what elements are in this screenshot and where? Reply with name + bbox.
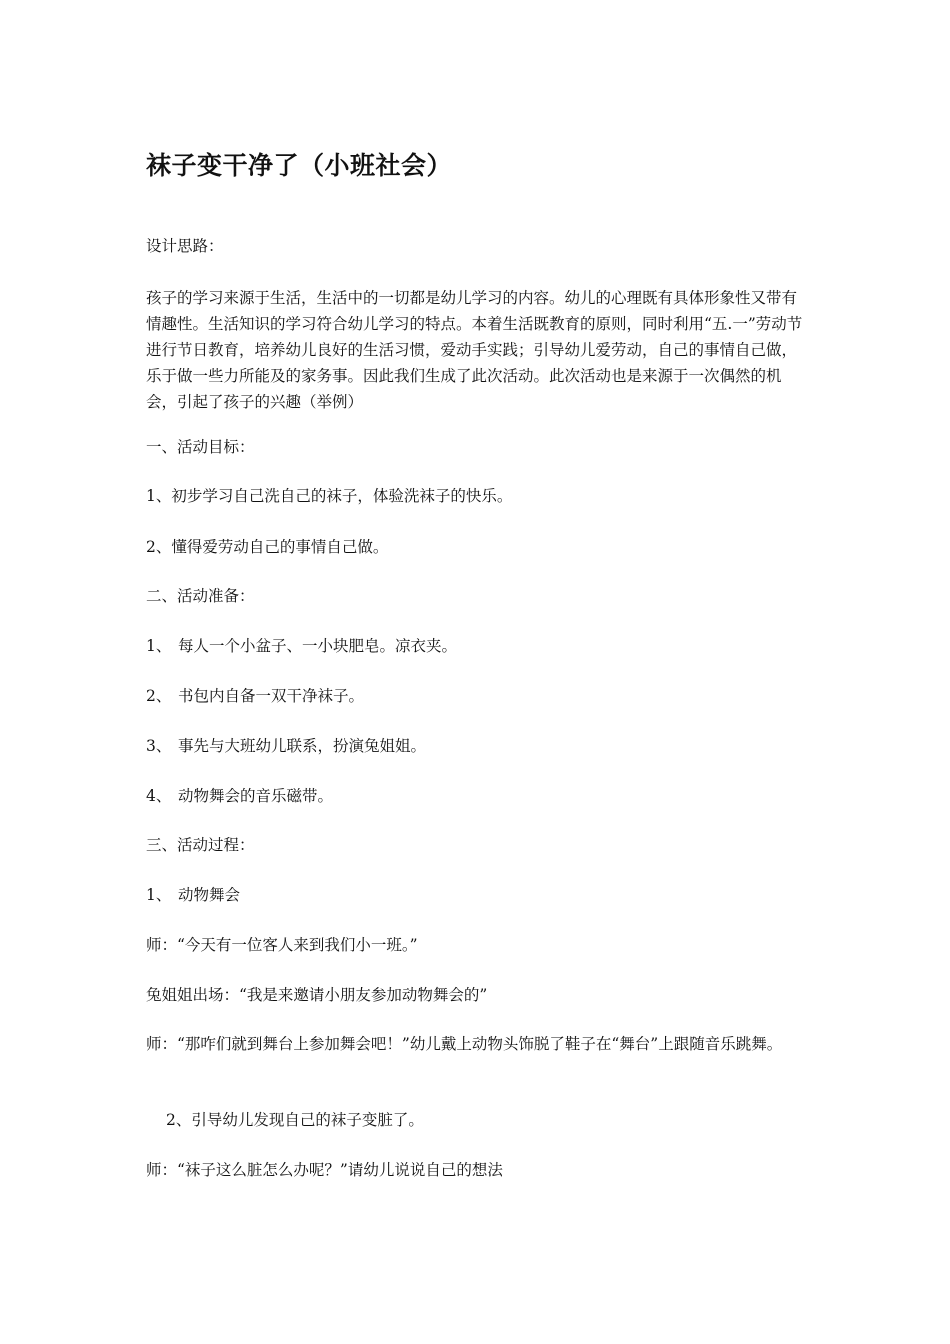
dialogue-line: 师：“那咋们就到舞台上参加舞会吧！”幼儿戴上动物头饰脱了鞋子在“舞台”上跟随音乐跳舞。: [146, 1035, 783, 1053]
process-step-number: 1、: [146, 886, 172, 904]
design-heading: 设计思路：: [146, 237, 224, 255]
document-title: 袜子变干净了（小班社会）: [146, 151, 453, 180]
process-heading: 三、活动过程：: [146, 836, 255, 854]
dialogue-line: 师：“今天有一位客人来到我们小一班。”: [146, 936, 418, 954]
prep-heading: 二、活动准备：: [146, 587, 255, 605]
prep-item: [146, 734, 426, 758]
prep-item-number: 2、: [146, 687, 172, 705]
process-step: [146, 883, 240, 907]
dialogue-line: 兔姐姐出场：“我是来邀请小朋友参加动物舞会的”: [146, 986, 488, 1004]
goal-item: 1、初步学习自己洗自己的袜子，体验洗袜子的快乐。: [146, 487, 513, 505]
prep-item-number: 4、: [146, 787, 172, 805]
process-step: 2、引导幼儿发现自己的袜子变脏了。: [166, 1111, 424, 1129]
prep-item-number: 3、: [146, 737, 172, 755]
prep-item-text: 书包内自备一双干净袜子。: [178, 687, 365, 705]
process-step-text: 动物舞会: [178, 886, 241, 904]
design-paragraph: 孩子的学习来源于生活，生活中的一切都是幼儿学习的内容。幼儿的心理既有具体形象性又带有情趣性。生活知识的学习符合幼儿学习的特点。本着生活既教育的原则，同时利用“五.一”劳动节进行节日教育，培养幼儿良好的生活习惯，爱动手实践；引导幼儿爱劳动，自己的事情自己做，乐于做一些力所能及的家务事。因此我们生成了此次活动。此次活动也是来源于一次偶然的机会，引起了孩子的兴趣（举例）: [146, 289, 803, 411]
prep-item-number: 1、: [146, 637, 172, 655]
prep-item-text: 事先与大班幼儿联系，扮演兔姐姐。: [178, 737, 427, 755]
prep-item: [146, 634, 457, 658]
goal-item: 2、懂得爱劳动自己的事情自己做。: [146, 538, 389, 556]
prep-item-text: 动物舞会的音乐磁带。: [178, 787, 334, 805]
dialogue-line: 师：“袜子这么脏怎么办呢？”请幼儿说说自己的想法: [146, 1161, 503, 1179]
prep-item-text: 每人一个小盆子、一小块肥皂。凉衣夹。: [178, 637, 458, 655]
prep-item: [146, 784, 333, 808]
prep-item: [146, 684, 364, 708]
goals-heading: 一、活动目标：: [146, 438, 255, 456]
